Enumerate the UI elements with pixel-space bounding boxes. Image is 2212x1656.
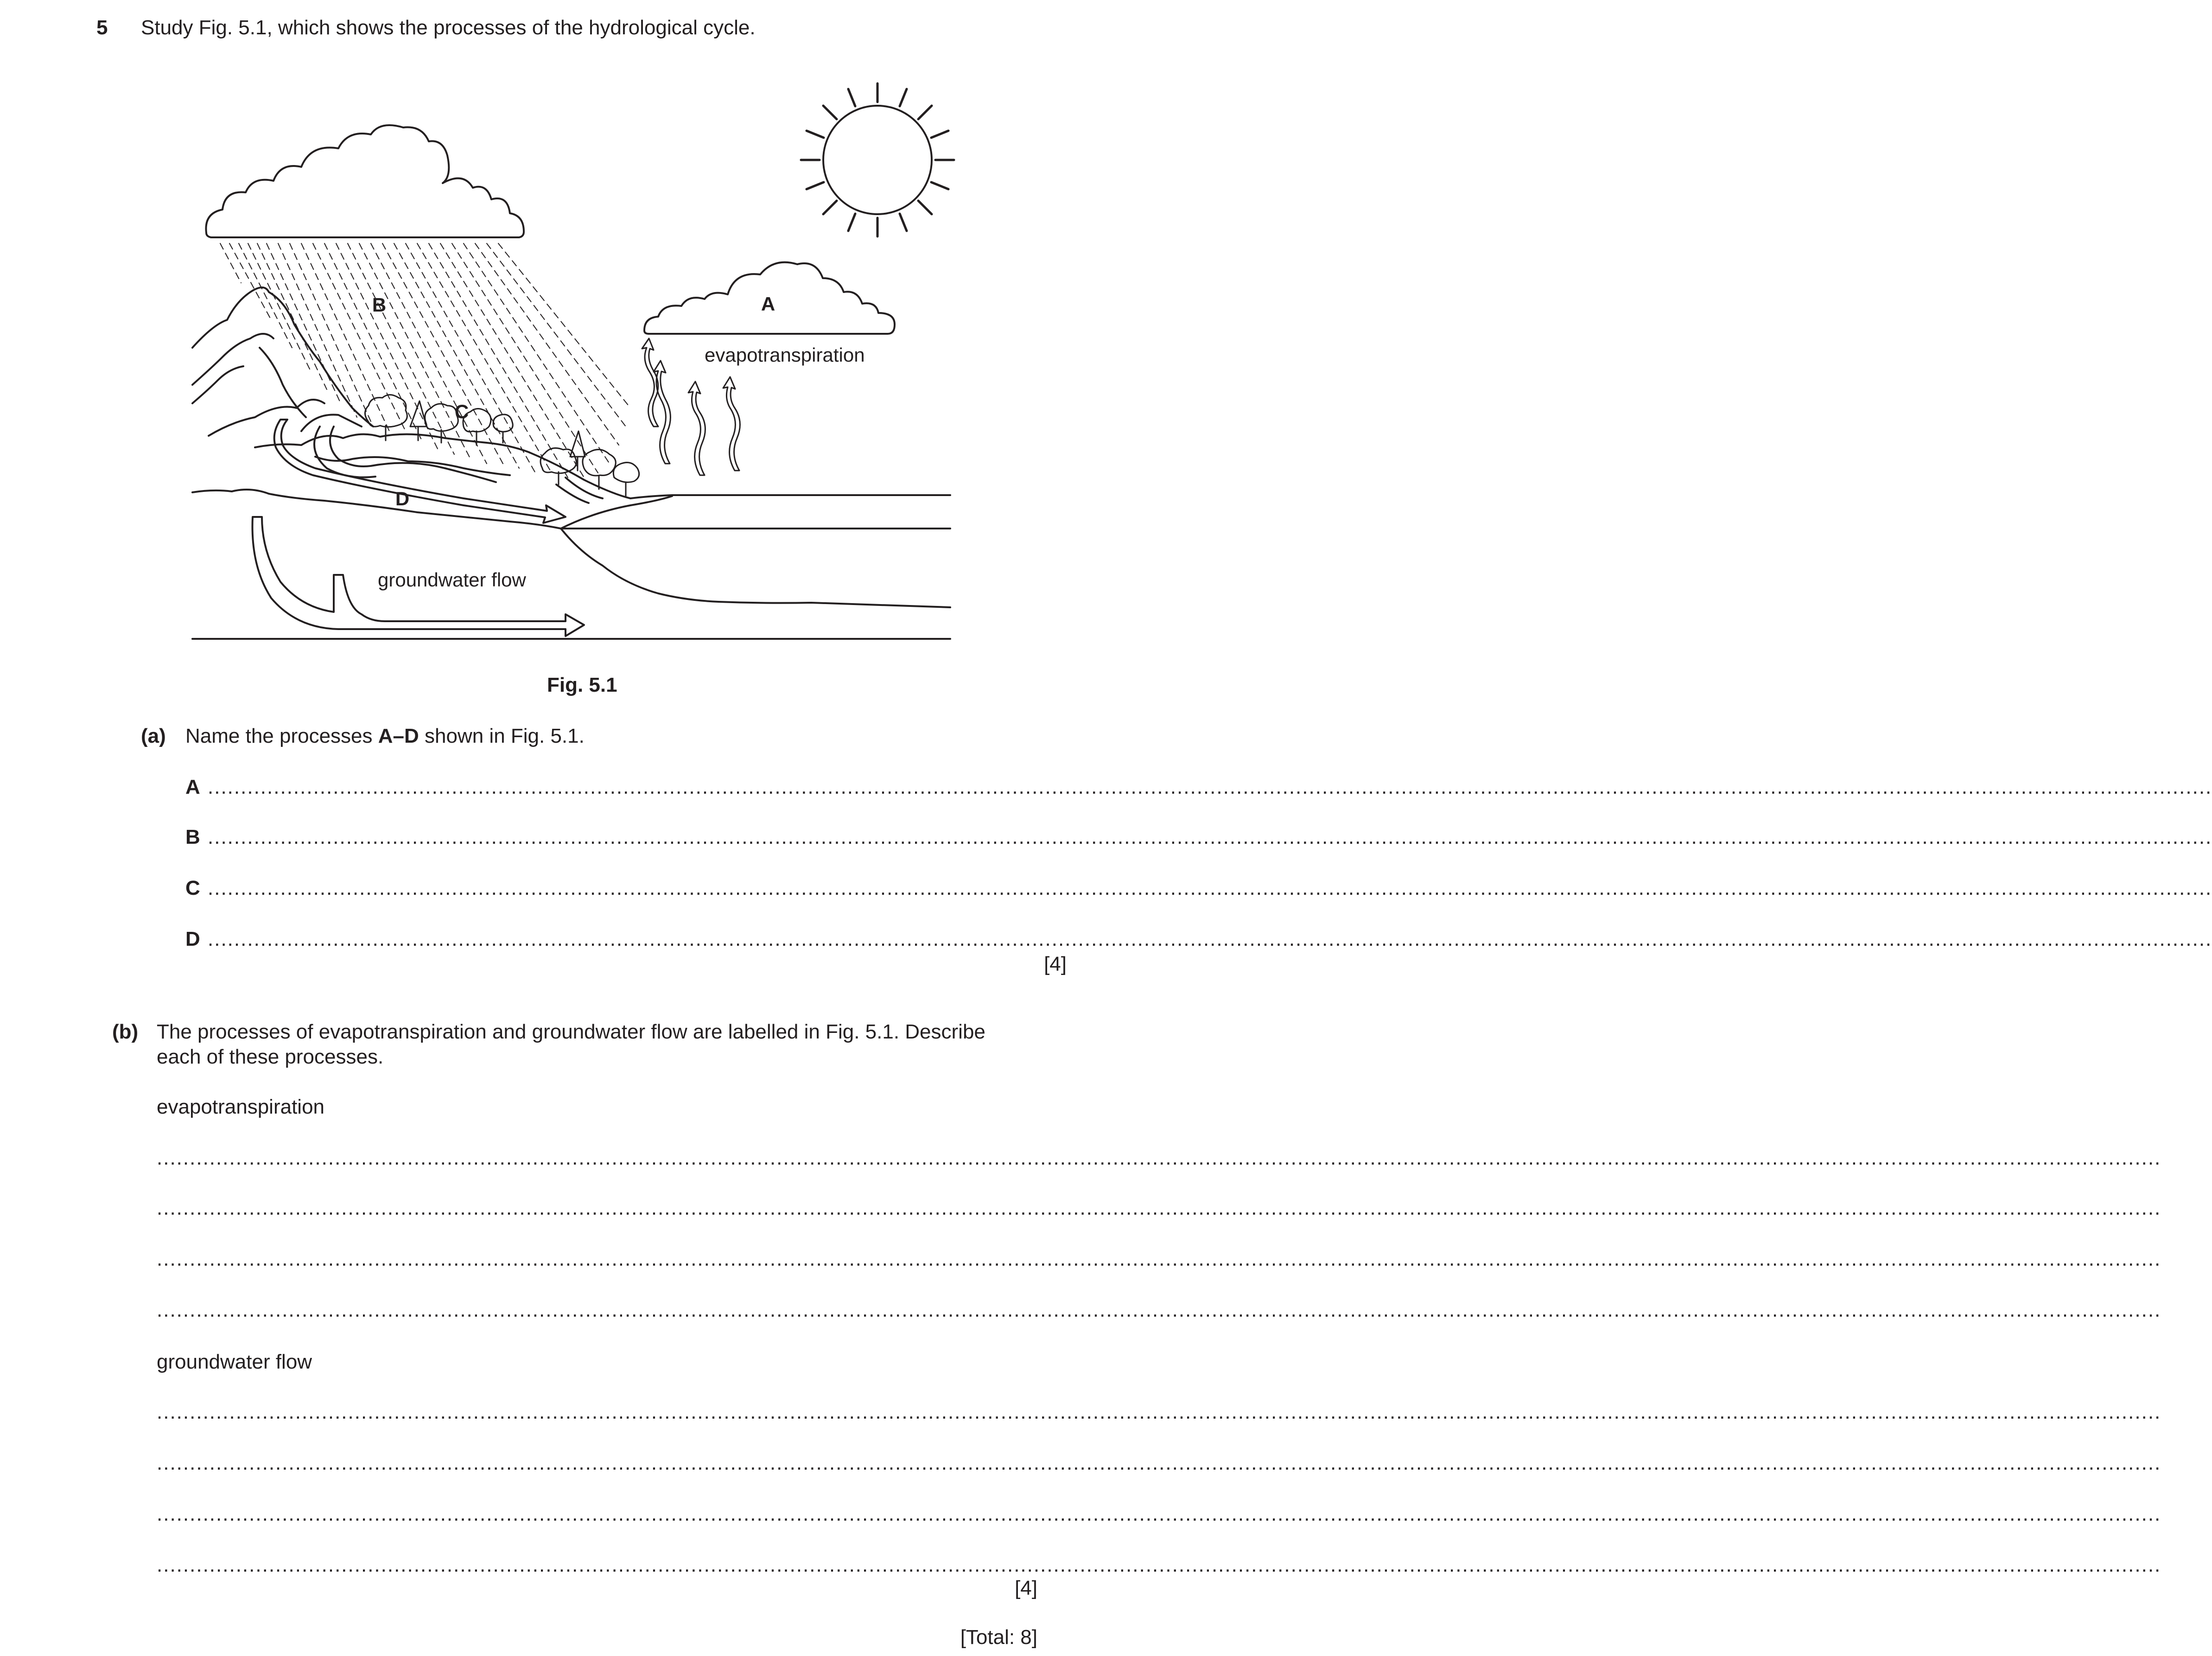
part-a-prompt-post: shown in Fig. 5.1. bbox=[419, 725, 585, 747]
rain-cloud-icon bbox=[206, 125, 524, 237]
part-a-prompt-bold: A–D bbox=[378, 725, 419, 747]
part-a-label: (a) bbox=[141, 725, 166, 747]
evapotranspiration-answer-line-3[interactable]: ................................................................................................................................................................................................................................................................................................................ bbox=[157, 1248, 2161, 1270]
part-a-prompt-pre: Name the processes bbox=[185, 725, 378, 747]
answer-letter-a: A bbox=[185, 776, 200, 798]
evapotranspiration-answer-line-4[interactable]: ................................................................................................................................................................................................................................................................................................................ bbox=[157, 1299, 2161, 1321]
figure-caption: Fig. 5.1 bbox=[547, 674, 617, 696]
answer-line-c[interactable]: ................................................................................................................................................................................................................................................................................................................ bbox=[208, 877, 2212, 899]
sea-outline bbox=[561, 496, 950, 607]
question-intro: Study Fig. 5.1, which shows the processes of the hydrological cycle. bbox=[141, 16, 756, 39]
mountain-outline bbox=[192, 287, 373, 427]
total-marks: [Total: 8] bbox=[960, 1626, 1037, 1649]
part-a-prompt bbox=[185, 724, 585, 748]
groundwater-answer-line-3[interactable]: ................................................................................................................................................................................................................................................................................................................ bbox=[157, 1503, 2161, 1525]
label-b: B bbox=[372, 294, 387, 316]
part-b-label: (b) bbox=[112, 1020, 139, 1043]
label-d: D bbox=[395, 488, 410, 510]
part-b-subheading-groundwater-flow: groundwater flow bbox=[157, 1350, 312, 1373]
answer-letter-b: B bbox=[185, 826, 200, 848]
groundwater-answer-line-1[interactable]: ................................................................................................................................................................................................................................................................................................................ bbox=[157, 1401, 2161, 1423]
label-groundwater-flow: groundwater flow bbox=[378, 569, 526, 591]
part-b-prompt-line2: each of these processes. bbox=[157, 1045, 384, 1068]
hydrological-cycle-diagram bbox=[185, 60, 973, 649]
part-b-subheading-evapotranspiration: evapotranspiration bbox=[157, 1096, 325, 1118]
label-evapotranspiration: evapotranspiration bbox=[705, 344, 865, 366]
groundwater-answer-line-4[interactable]: ................................................................................................................................................................................................................................................................................................................ bbox=[157, 1554, 2161, 1576]
answer-letter-c: C bbox=[185, 877, 200, 899]
answer-line-b[interactable]: ................................................................................................................................................................................................................................................................................................................ bbox=[208, 826, 2212, 848]
label-a: A bbox=[761, 293, 775, 315]
evapotranspiration-answer-line-2[interactable]: ................................................................................................................................................................................................................................................................................................................ bbox=[157, 1197, 2161, 1219]
part-b-prompt-line1: The processes of evapotranspiration and groundwater flow are labelled in Fig. 5.1. Describe bbox=[157, 1020, 985, 1043]
answer-letter-d: D bbox=[185, 928, 200, 950]
label-c: C bbox=[454, 401, 469, 422]
part-b-marks: [4] bbox=[1015, 1577, 1037, 1599]
part-a-marks: [4] bbox=[1044, 953, 1067, 975]
answer-line-d[interactable]: ................................................................................................................................................................................................................................................................................................................ bbox=[208, 928, 2212, 950]
sun-icon bbox=[801, 83, 954, 236]
groundwater-answer-line-2[interactable]: ................................................................................................................................................................................................................................................................................................................ bbox=[157, 1452, 2161, 1474]
evapotranspiration-answer-line-1[interactable]: ................................................................................................................................................................................................................................................................................................................ bbox=[157, 1146, 2161, 1169]
answer-line-a[interactable]: ................................................................................................................................................................................................................................................................................................................ bbox=[208, 776, 2212, 798]
question-number: 5 bbox=[96, 16, 108, 39]
